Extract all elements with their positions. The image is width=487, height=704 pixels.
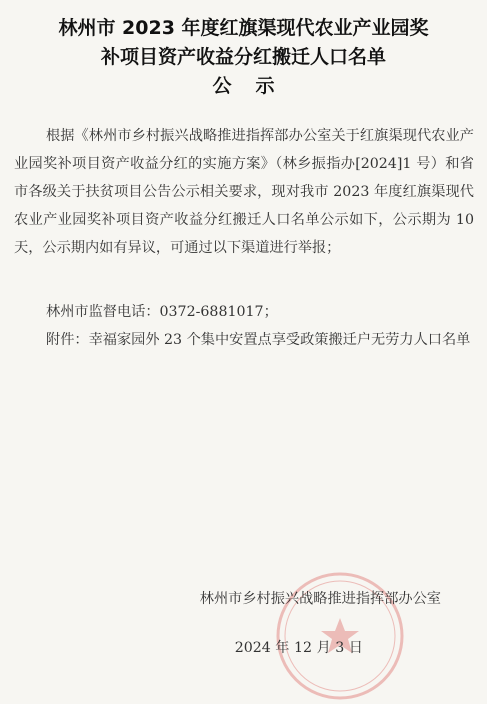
issue-date: 2024 年 12 月 3 日: [234, 640, 363, 656]
doc-title-line-1: 林州市 2023 年度红旗渠现代农业产业园奖: [58, 17, 429, 39]
attachment-line: 附件：幸福家园外 23 个集中安置点享受政策搬迁户无劳力人口名单: [46, 332, 471, 348]
doc-title-line-3: 公示: [212, 75, 299, 97]
supervision-phone-line: 林州市监督电话：0372-6881017；: [46, 304, 278, 320]
doc-title-line-2: 补项目资产收益分红搬迁人口名单: [100, 46, 386, 68]
issuing-office: 林州市乡村振兴战略推进指挥部办公室: [199, 591, 441, 607]
notice-body-paragraph: 根据《林州市乡村振兴战略推进指挥部办公室关于红旗渠现代农业产业园奖补项目资产收益分红的实施方案》（林乡振指办[2024]1 号）和省市各级关于扶贫项目公告公示相关要求，现对我市 2023 年度红旗渠现代农业产业园奖补项目资产收益分红搬迁人口名单公示如下，公示期为 10 天，公示期内如有异议，可通过以下渠道进行举报；: [14, 128, 474, 256]
